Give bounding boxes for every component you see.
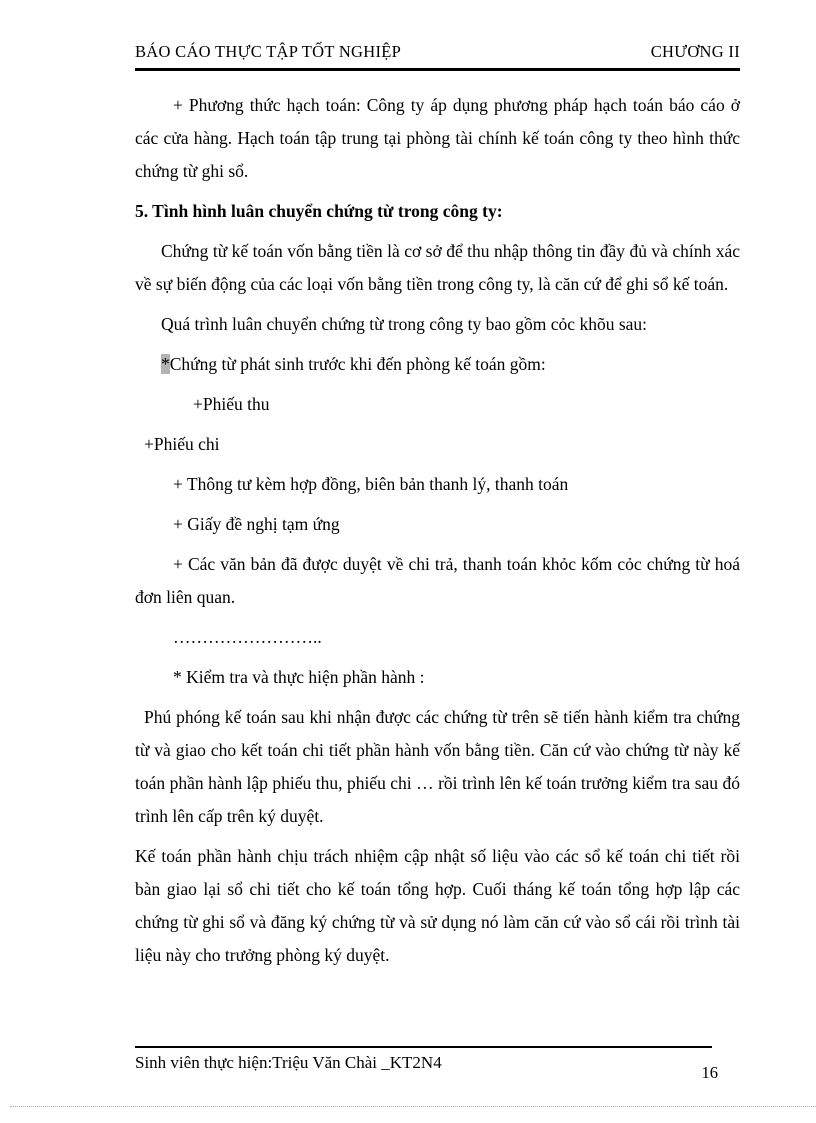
paragraph: + Các văn bản đã được duyệt về chi trả, thanh toán khỏc kốm cỏc chứng từ hoá đơn liên quan. [135,554,740,607]
page-number: 16 [701,1063,718,1082]
paragraph: +Phiếu chi [144,434,220,454]
page-edge-artifact [10,1106,816,1107]
paragraph: 5. Tình hình luân chuyển chứng từ trong công ty: [135,201,503,221]
paragraph: Quá trình luân chuyển chứng từ trong công ty bao gồm cỏc khõu sau: [161,314,648,334]
paragraph: + Phương thức hạch toán: Công ty áp dụng phương pháp hạch toán báo cáo ở các cửa hàng. Hạch toán tập trung tại phòng tài chính kế toán công ty theo hình thức chứng từ ghi sổ. [135,95,740,181]
paragraph: + Thông tư kèm hợp đồng, biên bản thanh lý, thanh toán [173,474,569,494]
page-header [135,42,740,62]
paragraph: + Giấy đề nghị tạm ứng [173,514,340,534]
footer-author: Sinh viên thực hiện:Triệu Văn Chài _KT2N4 [135,1053,442,1072]
paragraph: Phú phóng kế toán sau khi nhận được các chứng từ trên sẽ tiến hành kiểm tra chứng từ và giao cho kết toán chi tiết phần hành vốn bằng tiền. Căn cứ vào chứng từ này kế toán phần hành lập phiếu thu, phiếu chi … rồi trình lên kế toán trưởng kiểm tra sau đó trình lên cấp trên ký duyệt. [135,707,740,826]
paragraph: * Kiểm tra và thực hiện phần hành : [173,667,425,687]
header-rule [135,68,740,71]
paragraph: Chứng từ kế toán vốn bằng tiền là cơ sở để thu nhập thông tin đầy đủ và chính xác về sự biến động của các loại vốn bằng tiền trong công ty, là căn cứ để ghi sổ kế toán. [135,241,740,294]
header-chapter-label: CHƯƠNG II [650,42,740,61]
page-footer [135,1046,740,1083]
paragraph: *Chứng từ phát sinh trước khi đến phòng kế toán gồm: [161,354,546,374]
paragraph: Kế toán phần hành chịu trách nhiệm cập nhật số liệu vào các sổ kế toán chi tiết rồi bàn giao lại sổ chi tiết cho kế toán tổng hợp. Cuối tháng kế toán tổng hợp lập các chứng từ ghi sổ và đăng ký chứng từ và sử dụng nó làm căn cứ vào sổ cái rồi trình tài liệu này cho trưởng phòng ký duyệt. [135,846,740,965]
paragraph: +Phiếu thu [193,394,270,414]
paragraph: …………………….. [173,627,322,647]
highlighted-asterisk: * [161,354,170,374]
header-report-title: BÁO CÁO THỰC TẬP TỐT NGHIỆP [135,42,402,61]
document-body [135,89,740,979]
